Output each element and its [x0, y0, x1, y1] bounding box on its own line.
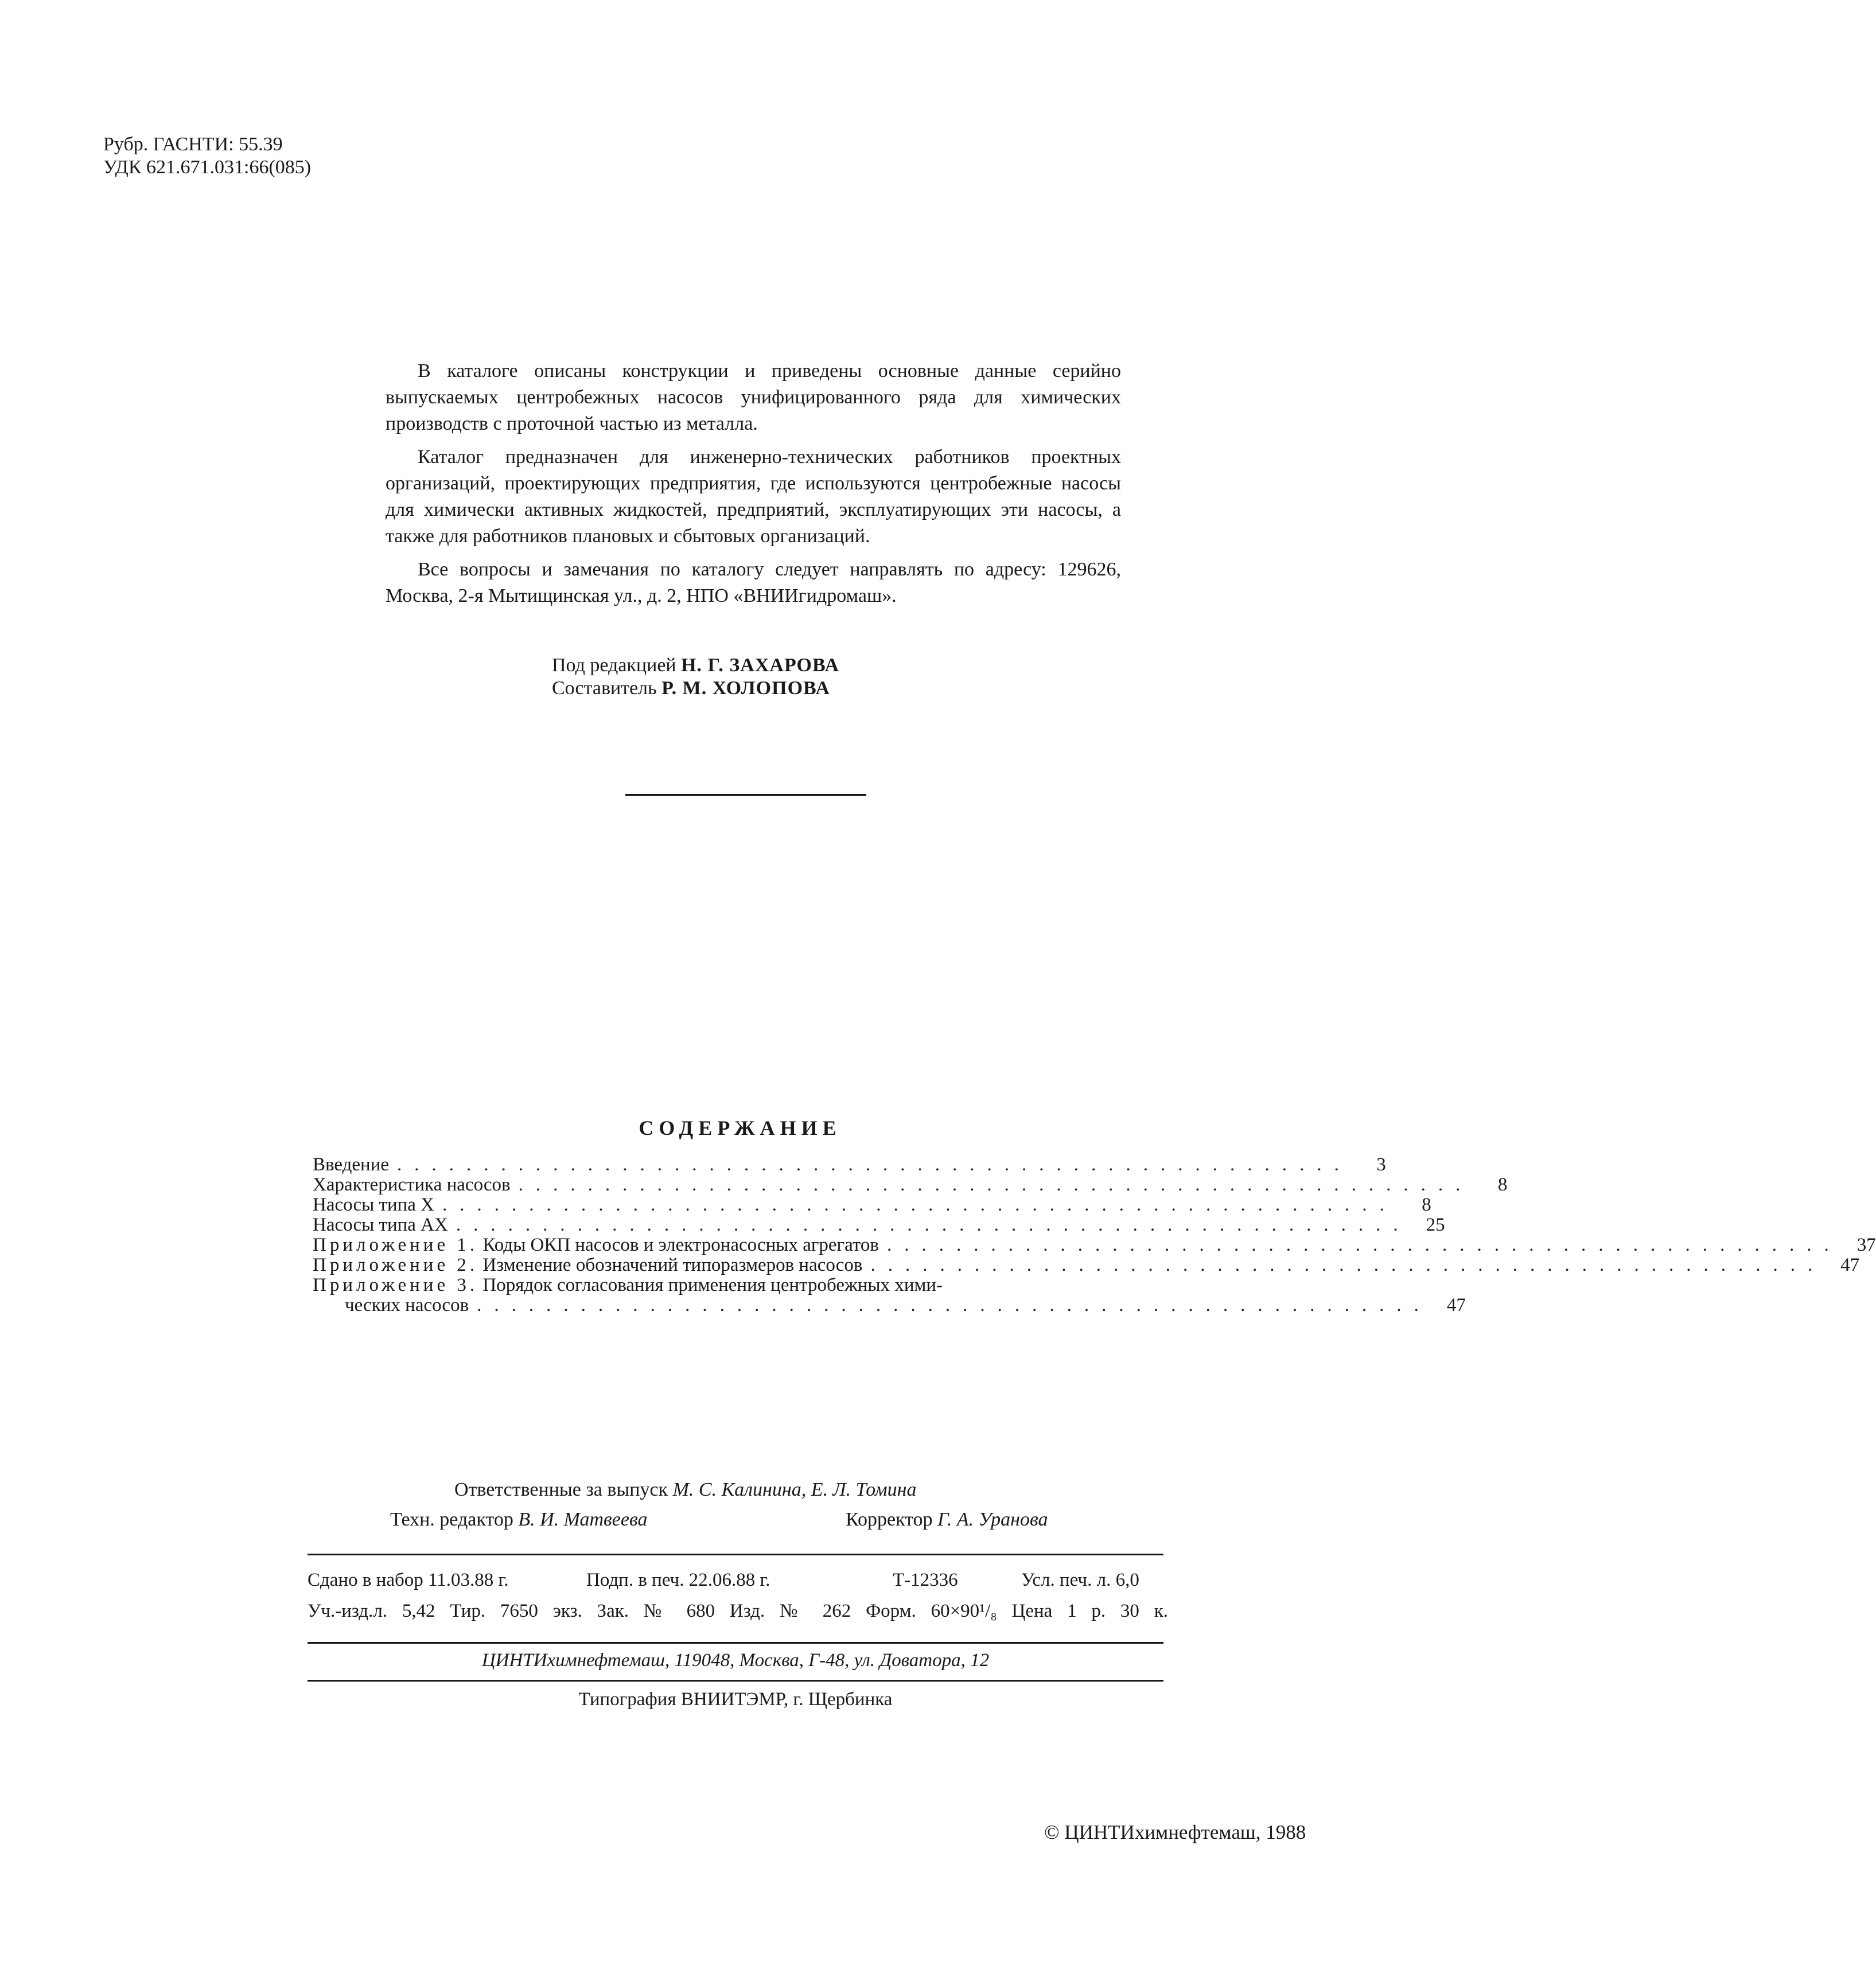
toc-appendix-title: Изменение обозначений типоразмеров насосов: [482, 1255, 863, 1275]
separator-line: [625, 794, 866, 796]
classification-codes: [103, 133, 311, 179]
toc-entry-label: Введение: [313, 1154, 390, 1175]
toc-entry-page: 47: [1446, 1295, 1466, 1316]
imprint-sent: Сдано в набор 11.03.88 г.: [308, 1570, 509, 1590]
toc-entry[interactable]: [313, 1215, 1445, 1235]
publisher-line: ЦИНТИхимнефтемаш, 119048, Москва, Г-48, ул. Доватора, 12: [481, 1650, 990, 1671]
toc-leader-dots: .......................................................: [456, 1215, 1411, 1235]
toc-title: СОДЕРЖАНИЕ: [639, 1116, 842, 1139]
toc-appendix-prefix: Приложение 1.: [313, 1235, 478, 1255]
credits: [552, 654, 839, 700]
toc-entry-page: 3: [1376, 1154, 1386, 1175]
rubric-code: Рубр. ГАСНТИ: 55.39: [103, 134, 283, 155]
table-of-contents: [313, 1154, 1876, 1316]
imprint-middle-rule: [308, 1642, 1163, 1644]
abstract-paragraph: Каталог предназначен для инженерно-технических работников проектных организаций, проектирующих предприятия, где используются центробежные насосы для химически активных жидкостей, предприятий, эксплуатирующих эти насосы, а также для работников плановых и сбытовых организаций.: [386, 446, 1121, 547]
editor-name: Н. Г. ЗАХАРОВА: [681, 655, 840, 676]
responsible-names: М. С. Калинина, Е. Л. Томина: [672, 1479, 917, 1500]
compiler-name: Р. М. ХОЛОПОВА: [661, 678, 831, 699]
toc-appendix-prefix: Приложение 3.: [313, 1275, 478, 1295]
toc-entry-label: [313, 1235, 879, 1255]
imprint-signed: Подп. в печ. 22.06.88 г.: [586, 1570, 770, 1590]
corrector-name: Г. А. Уранова: [937, 1509, 1048, 1530]
copyright: © ЦИНТИхимнефтемаш, 1988: [1044, 1821, 1306, 1843]
imprint-code: Т-12336: [893, 1570, 958, 1590]
toc-entry-label: [313, 1255, 862, 1275]
imprint-top-rule: [308, 1554, 1163, 1555]
corrector-label: Корректор: [846, 1509, 933, 1530]
toc-entry-label: ческих насосов: [345, 1295, 469, 1316]
toc-leader-dots: .......................................................: [442, 1194, 1397, 1215]
toc-entry[interactable]: [313, 1154, 1386, 1175]
toc-entry-page: 25: [1426, 1215, 1445, 1235]
toc-entry[interactable]: [313, 1174, 1508, 1195]
toc-entry-page: 47: [1840, 1255, 1860, 1275]
imprint-sheets: Усл. печ. л. 6,0: [1021, 1570, 1139, 1590]
responsible-line: [454, 1479, 916, 1501]
imprint-bottom-rule: [308, 1680, 1163, 1682]
abstract-paragraph: Все вопросы и замечания по каталогу следует направлять по адресу: 129626, Москва, 2-я Мытищинская ул., д. 2, НПО «ВНИИгидромаш».: [386, 559, 1121, 606]
compiler-line: [552, 677, 839, 700]
toc-entry-label: Характеристика насосов: [313, 1174, 511, 1195]
toc-appendix-title: Порядок согласования применения центробежных хими-: [482, 1275, 943, 1295]
toc-entry-page: 37: [1856, 1235, 1876, 1255]
toc-leader-dots: .......................................................: [518, 1174, 1473, 1195]
imprint-details: Уч.-изд.л. 5,42 Тир. 7650 экз. Зак. № 680 Изд. № 262 Форм. 60×90¹/₈ Цена 1 р. 30 к.: [308, 1601, 1168, 1621]
toc-entry-page: 8: [1497, 1174, 1508, 1195]
toc-entry[interactable]: [313, 1235, 1876, 1255]
toc-entry-label: Насосы типа X: [313, 1194, 434, 1215]
toc-entry-continuation[interactable]: [313, 1295, 1466, 1316]
toc-leader-dots: .......................................................: [886, 1235, 1842, 1255]
compiler-label: Составитель: [552, 678, 657, 699]
toc-entry-label: [313, 1275, 943, 1295]
udk-code: УДК 621.671.031:66(085): [103, 157, 312, 178]
responsible-label: Ответственные за выпуск: [454, 1479, 668, 1500]
editor-label: Под редакцией: [552, 655, 676, 676]
toc-appendix-prefix: Приложение 2.: [313, 1255, 478, 1275]
tech-editor-line: [390, 1509, 648, 1531]
toc-entry[interactable]: [313, 1275, 1182, 1295]
toc-leader-dots: .......................................................: [477, 1295, 1431, 1316]
printer-line: Типография ВНИИТЭМР, г. Щербинка: [578, 1689, 893, 1710]
corrector-line: [846, 1509, 1048, 1531]
toc-leader-dots: .......................................................: [870, 1255, 1826, 1275]
abstract-paragraph: В каталоге описаны конструкции и приведены основные данные серийно выпускаемых центробежных насосов унифицированного ряда для химических производств с проточной частью из металла.: [386, 360, 1121, 434]
abstract: [386, 358, 1121, 616]
toc-leader-dots: .......................................................: [397, 1154, 1352, 1175]
toc-entry[interactable]: [313, 1255, 1860, 1275]
tech-editor-name: В. И. Матвеева: [518, 1509, 648, 1530]
toc-entry-page: 8: [1422, 1194, 1431, 1215]
toc-appendix-title: Коды ОКП насосов и электронасосных агрегатов: [482, 1235, 879, 1255]
toc-entry[interactable]: [313, 1194, 1431, 1215]
tech-editor-label: Техн. редактор: [390, 1509, 513, 1530]
toc-entry-label: Насосы типа AX: [313, 1215, 448, 1235]
editor-line: [552, 654, 839, 677]
